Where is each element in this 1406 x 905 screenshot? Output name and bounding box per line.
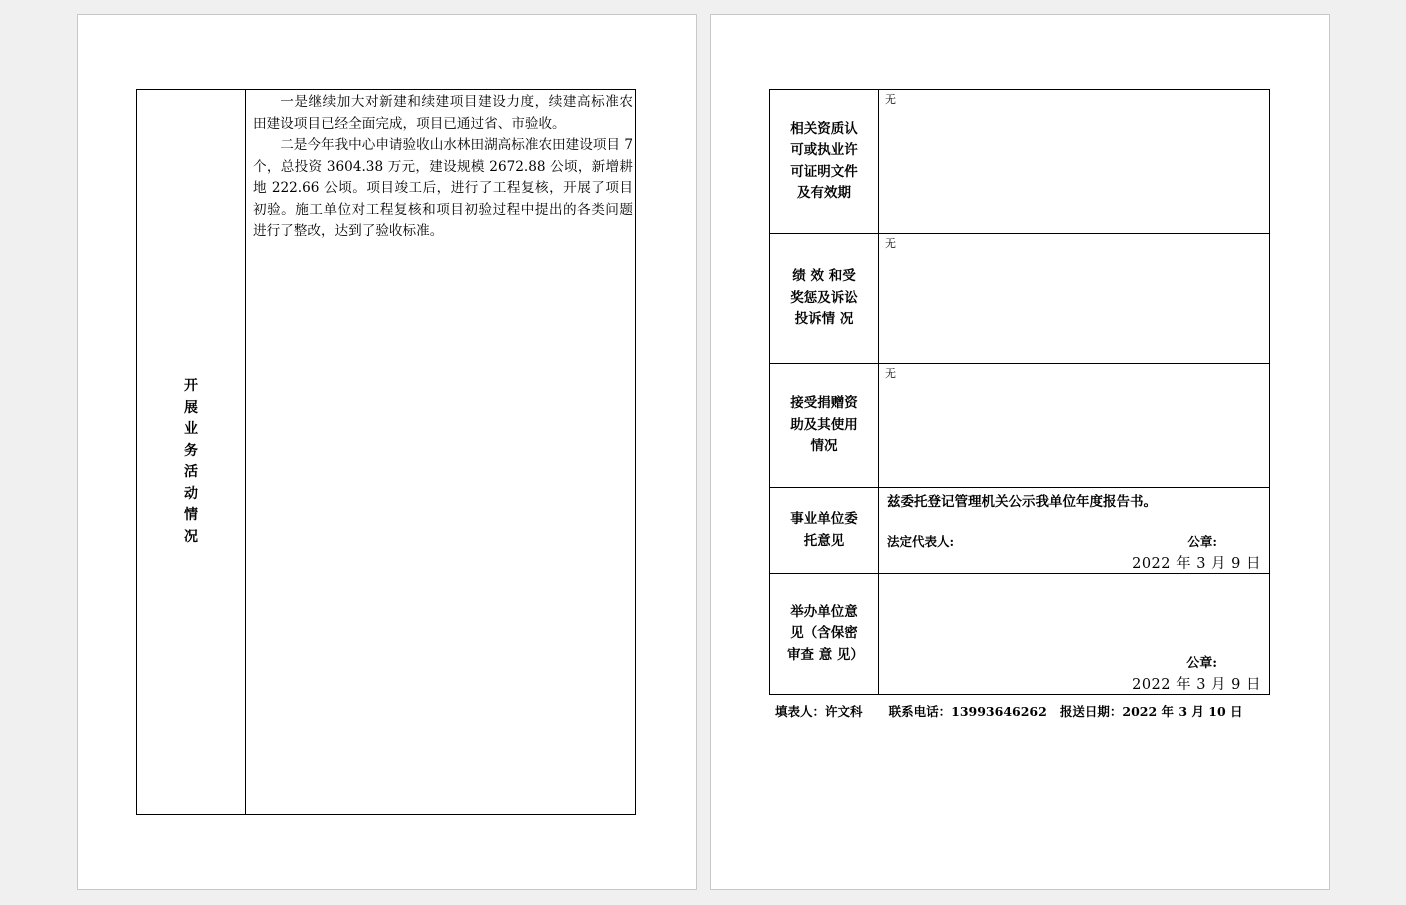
paragraph-2: 二是今年我中心申请验收山水林田湖高标准农田建设项目 7 个，总投资 3604.38 万元，建设规模 2672.88 公顷，新增耕地 222.66 公顷。项目竣工后，进行了工程复核，开展了项目初验。施工单位对工程复核和项目初验过程中提出的各类问题进行了整改，达到了验收标准。 [253,137,633,239]
legal-rep-label: 法定代表人: [887,534,955,549]
qualification-value-cell [879,90,1270,234]
table-row [770,364,1270,488]
section-content-cell [246,90,635,814]
host-content-cell [879,574,1270,695]
table-row [770,574,1270,695]
qualification-label: 相关资质认可或执业许可证明文件及有效期 [790,120,858,201]
commission-statement: 兹委托登记管理机关公示我单位年度报告书。 [887,494,1157,510]
host-date: 2022 年 3 月 9 日 [1132,677,1261,693]
qualification-label-cell [770,90,879,234]
host-label-cell [770,574,879,695]
donation-value-cell [879,364,1270,488]
legal-rep-row [879,510,1269,550]
paragraph-1: 一是继续加大对新建和续建项目建设力度，续建高标准农田建设项目已经全面完成，项目已通过省、市验收。 [253,94,633,132]
report-date: 报送日期：2022 年 3 月 10 日 [1059,704,1243,719]
commission-date: 2022 年 3 月 9 日 [1132,556,1261,572]
section-label-cell [137,90,246,814]
donation-label: 接受捐赠资助及其使用情况 [790,395,858,455]
commission-label-cell [770,488,879,574]
table-row [770,90,1270,234]
section-label: 开展业务活动情况 [184,378,198,545]
form-footer [775,703,1265,721]
performance-value: 无 [885,237,896,250]
document-page-2 [710,14,1330,890]
table-row [770,234,1270,364]
donation-label-cell [770,364,879,488]
filler-name: 填表人：许文科 [775,704,863,719]
performance-value-cell [879,234,1270,364]
table-row [770,488,1270,574]
qualification-value: 无 [885,93,896,106]
performance-label: 绩 效 和受奖惩及诉讼投诉情 况 [790,268,858,328]
business-activities-table [136,89,636,815]
commission-content-cell [879,488,1270,574]
document-page-1 [77,14,697,890]
host-seal-label: 公章: [1186,656,1217,671]
commission-label: 事业单位委托意见 [790,511,858,549]
contact-phone: 联系电话：13993646262 [888,704,1047,719]
performance-label-cell [770,234,879,364]
donation-value: 无 [885,367,896,380]
host-label: 举办单位意见（含保密审查 意 见） [787,603,864,663]
commission-seal-label: 公章: [1187,534,1217,549]
report-table [769,89,1270,695]
